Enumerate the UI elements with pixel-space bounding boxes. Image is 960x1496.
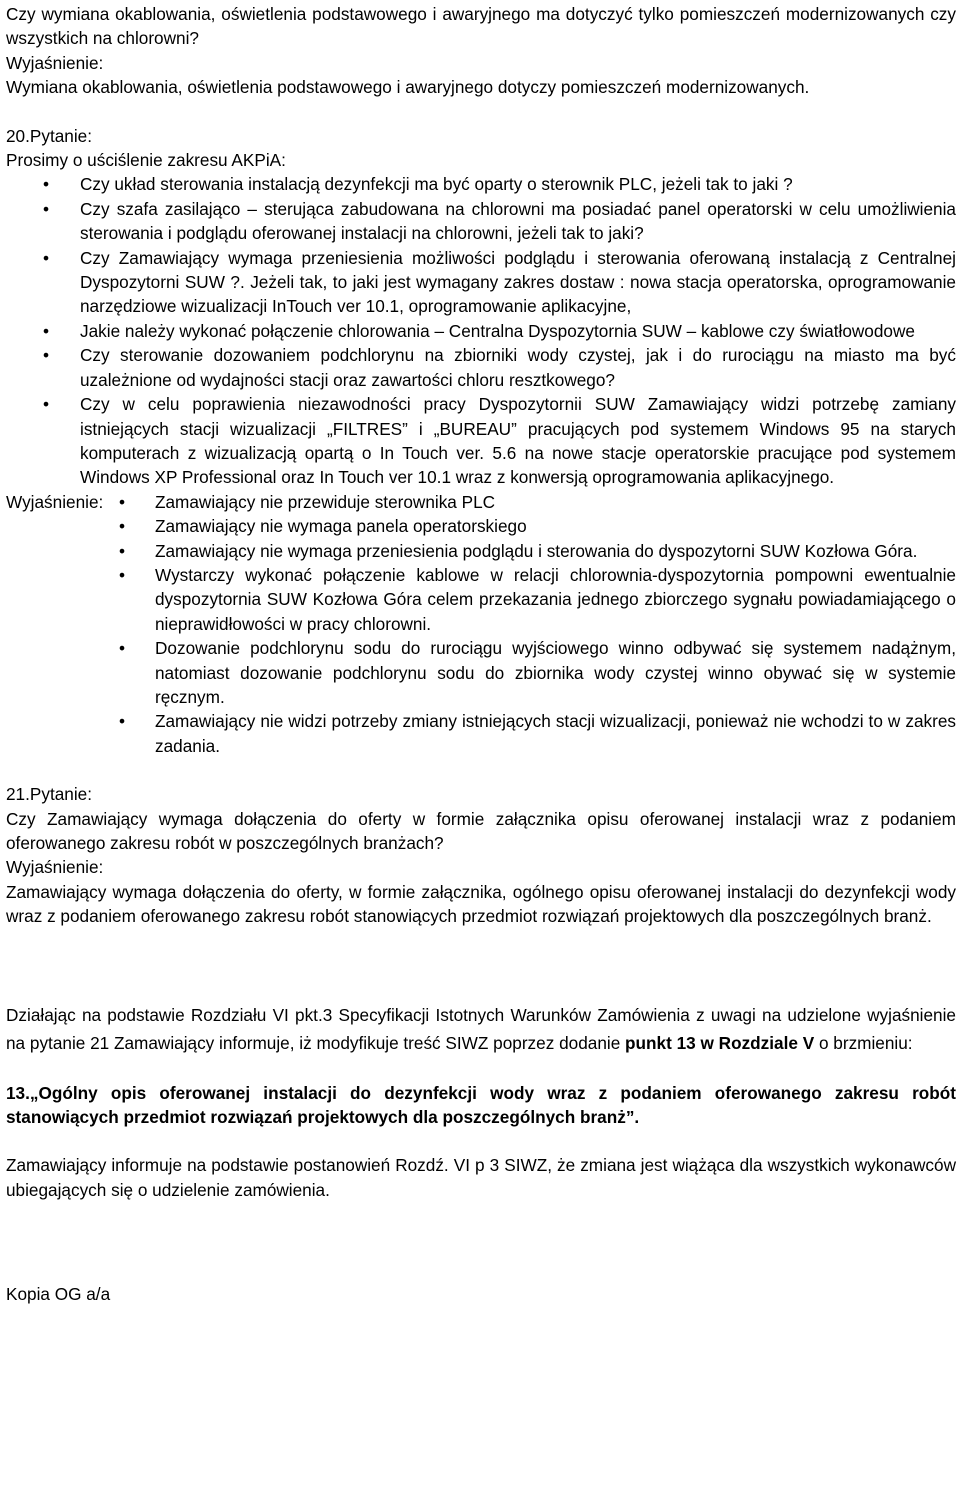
intro-question: Czy wymiana okablowania, oświetlenia podstawowego i awaryjnego ma dotyczyć tylko pomieszczeń modernizowanych czy wszystkich na chlorowni? (6, 4, 956, 49)
modification-paragraph: Działając na podstawie Rozdziału VI pkt.3 Specyfikacji Istotnych Warunków Zamówienia z uwagi na udzielone wyjaśnienie na pytanie 21 Zamawiający informuje, iż modyfikuje treść SIWZ poprzez dodanie punkt 13 w Rozdziale V o brzmieniu: (6, 1004, 956, 1053)
bullet-icon: • (42, 174, 50, 195)
q20-heading (0, 124, 960, 148)
modification-point: 13.„Ogólny opis oferowanej instalacji do dezynfekcji wody wraz z podaniem oferowanego zakresu robót stanowiących przedmiot rozwiązań projektowych dla poszczególnych branż”. (6, 1082, 956, 1128)
bullet-icon: • (118, 516, 126, 537)
q20-answer-list (0, 490, 960, 758)
bullet-icon: • (42, 247, 50, 268)
bullet-icon: • (42, 394, 50, 415)
q21-heading (0, 782, 960, 806)
q20-question-item: • Czy Zamawiający wymaga przeniesienia możliwości podglądu i sterowania oferowaną instalacją z Centralnej Dyspozytorni SUW ?. Jeżeli tak, to jaki jest wymagany zakres dostaw : nowa stacja operatorska, oprogramowanie narzędziowe wizualizacji InTouch ver 10.1, oprogramowanie aplikacyjne, (0, 246, 960, 319)
q20-question-list (0, 172, 960, 489)
q21-question: Czy Zamawiający wymaga dołączenia do oferty w formie załącznika opisu oferowanej instalacji wraz z podaniem oferowanego zakresu robót w poszczególnych branżach? (6, 808, 956, 854)
q20-question-item: • Jakie należy wykonać połączenie chlorowania – Centralna Dyspozytornia SUW – kablowe czy światłowodowe (0, 319, 960, 343)
bullet-icon: • (42, 320, 50, 341)
bullet-icon: • (118, 638, 126, 659)
closing-statement: Zamawiający informuje na podstawie postanowień Rozdź. VI p 3 SIWZ, że zmiana jest wiążąca dla wszystkich wykonawców ubiegających się o udzielenie zamówienia. (6, 1155, 956, 1200)
modification-chapter-ref: Rozdziale V (718, 1032, 815, 1053)
q20-number: 20. (6, 125, 30, 146)
modification-point-ref: punkt 13 w (625, 1032, 714, 1053)
bullet-icon: • (42, 345, 50, 366)
q21-label: Pytanie: (29, 784, 93, 805)
q21-number: 21. (6, 784, 30, 805)
q20-answer-item: • Zamawiający nie wymaga przeniesienia podglądu i sterowania do dyspozytorni SUW Kozłowa Góra. (0, 539, 960, 563)
q20-answer-item: • Wystarczy wykonać połączenie kablowe w relacji chlorownia-dyspozytornia pompowni ewentualnie dyspozytornia SUW Kozłowa Góra celem przekazania jednego zbiorczego sygnału powiadamiającego o nieprawidłowości w pracy chlorowni. (0, 563, 960, 636)
q20-label: Pytanie: (29, 125, 93, 146)
q20-lead: Prosimy o uściślenie zakresu AKPiA: (6, 150, 286, 171)
intro-answer: Wymiana okablowania, oświetlenia podstawowego i awaryjnego dotyczy pomieszczeń modernizowanych. (6, 77, 810, 98)
bullet-icon: • (42, 198, 50, 219)
copy-note: Kopia OG a/a (6, 1284, 111, 1305)
bullet-icon: • (118, 711, 126, 732)
q20-answer-item: • Zamawiający nie przewiduje sterownika PLC (0, 490, 960, 514)
q20-answer-label: Wyjaśnienie: (6, 491, 104, 512)
bullet-icon: • (118, 540, 126, 561)
q20-question-item: • Czy w celu poprawienia niezawodności pracy Dyspozytornii SUW Zamawiający widzi potrzebę zamiany istniejących stacji wizualizacji „FILTRES” i „BUREAU” pracujących pod systemem Windows 95 na starych komputerach z wizualizacją opartą o In Touch ver. 5.6 na nowe stacje operatorskie pracujące pod systemem Windows XP Professional oraz In Touch ver 10.1 wraz z konwersją oprogramowania aplikacyjnego. (0, 392, 960, 490)
q20-question-item: • Czy sterowanie dozowaniem podchlorynu na zbiorniki wody czystej, jak i do rurociągu na miasto ma być uzależnione od wydajności stacji oraz zawartości chloru resztkowego? (0, 343, 960, 392)
q20-question-item: • Czy układ sterowania instalacją dezynfekcji ma być oparty o sterownik PLC, jeżeli tak to jaki ? (0, 172, 960, 196)
q21-answer: Zamawiający wymaga dołączenia do oferty, w formie załącznika, ogólnego opisu oferowanej instalacji do dezynfekcji wody wraz z podaniem oferowanego zakresu robót stanowiących przedmiot rozwiązań projektowych dla poszczególnych branż. (6, 881, 956, 927)
bullet-icon: • (118, 491, 126, 512)
bullet-icon: • (118, 564, 126, 585)
q20-answer-item: • Dozowanie podchlorynu sodu do rurociągu wyjściowego winno odbywać się systemem nadążnym, natomiast dozowanie podchlorynu sodu do zbiornika wody czystej winno obywać się w systemie ręcznym. (0, 636, 960, 709)
intro-answer-label: Wyjaśnienie: (6, 52, 104, 73)
q20-answer-item: • Zamawiający nie wymaga panela operatorskiego (0, 514, 960, 538)
q21-answer-label: Wyjaśnienie: (6, 857, 104, 878)
q20-question-item: • Czy szafa zasilająco – sterująca zabudowana na chlorowni ma posiadać panel operatorski w celu umożliwienia sterowania i podglądu oferowanej instalacji na chlorowni, jeżeli tak to jaki? (0, 197, 960, 246)
q20-answer-item: • Zamawiający nie widzi potrzeby zmiany istniejących stacji wizualizacji, ponieważ nie wchodzi to w zakres zadania. (0, 709, 960, 758)
